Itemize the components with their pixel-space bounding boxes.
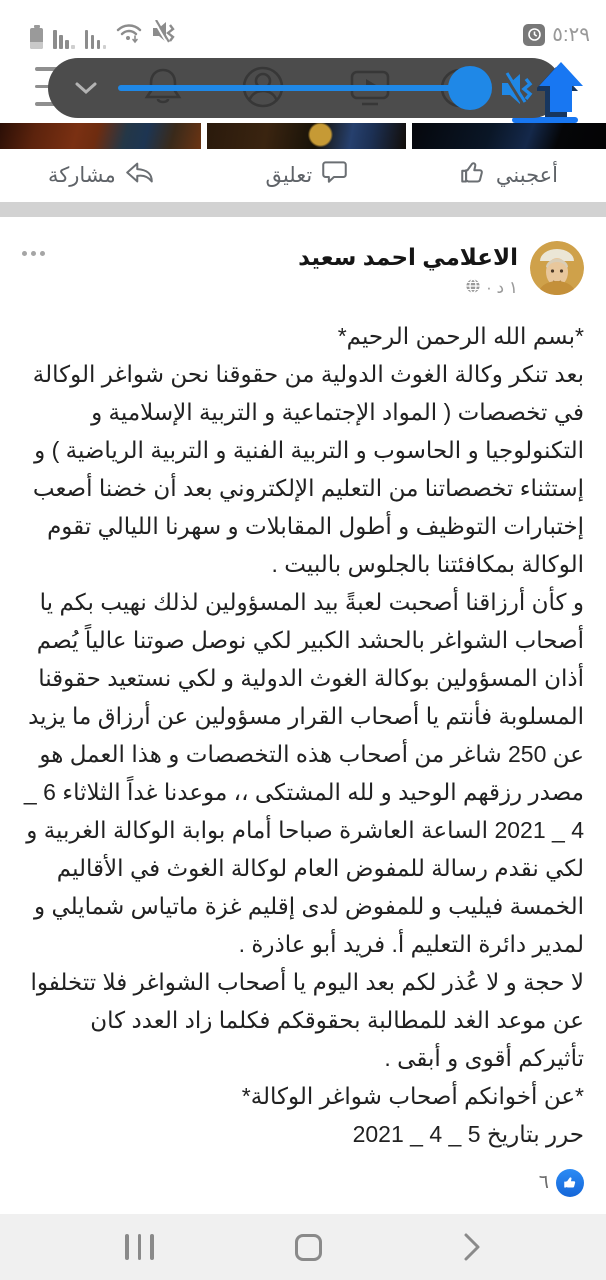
- post-paragraph: بعد تنكر وكالة الغوث الدولية من حقوقنا نحن شواغر الوكالة في تخصصات ( المواد الإجتماعية و التربية الإسلامية و التكنولوجيا و الحاسوب و التربية الفنية و التربية الرياضية ) و إستثناء تخصصاتنا من التعليم الإلكتروني بعد أن خضنا أصعب إختبارات التوظيف و أطول المقابلات و سهرنا الليالي تقوم الوكالة بمكافئتنا بالجلوس بالبيت .: [32, 360, 584, 577]
- video-thumbnail-strip: [0, 123, 606, 149]
- post-paragraph: *عن أخوانكم أصحاب شواغر الوكالة*: [241, 1082, 584, 1109]
- signal-icon: [53, 30, 75, 49]
- comment-bubble-icon: [321, 159, 348, 192]
- back-button[interactable]: [463, 1232, 481, 1262]
- alarm-clock-icon: [523, 24, 545, 46]
- wifi-icon: [116, 22, 142, 49]
- post-time: ١ د ·: [486, 278, 518, 298]
- home-icon: [295, 1234, 322, 1261]
- section-divider: [0, 202, 606, 217]
- post-action-bar: [0, 149, 606, 202]
- share-button[interactable]: [48, 159, 154, 192]
- like-button[interactable]: [460, 159, 558, 192]
- post-paragraph: لا حجة و لا عُذر لكم بعد اليوم يا أصحاب الشواغر فلا تتخلفوا عن موعد الغد للمطالبة بحقوقكم فكلما زاد العدد كان تأثيركم أقوى و أبقى .: [30, 968, 584, 1071]
- reactions-summary[interactable]: [22, 1169, 584, 1197]
- author-name[interactable]: الاعلامي احمد سعيد: [298, 244, 518, 270]
- like-reaction-badge: [556, 1169, 584, 1197]
- android-nav-bar: [0, 1214, 606, 1280]
- thumbs-up-icon: [460, 159, 487, 192]
- status-bar: [0, 0, 606, 55]
- video-thumbnail[interactable]: [207, 123, 406, 149]
- signal-icon: [85, 30, 107, 49]
- like-count: ٦: [538, 1172, 549, 1194]
- post-text: [22, 317, 584, 1153]
- volume-slider-track[interactable]: [118, 85, 470, 91]
- avatar[interactable]: [530, 241, 584, 295]
- volume-muted-icon[interactable]: [500, 70, 538, 113]
- mute-vibrate-icon: [152, 20, 178, 49]
- comment-button[interactable]: [265, 159, 348, 192]
- post: [0, 217, 606, 1214]
- video-thumbnail[interactable]: [412, 123, 606, 149]
- home-button[interactable]: [295, 1234, 322, 1261]
- recents-button[interactable]: [125, 1234, 154, 1260]
- post-paragraph: و كأن أرزاقنا أصحبت لعبةً بيد المسؤولين لذلك نهيب بكم يا أصحاب الشواغر بالحشد الكبير لكي نوصل صوتنا عالياً يُصم أذان المسؤولين بوكالة الغوث الدولية و لكي نستعيد حقوقنا المسلوبة فأنتم يا أصحاب القرار مسؤولين عن أرزاق ما يزيد عن 250 شاغر من أصحاب هذه التخصصات و هذا العمل هو مصدر رزقهم الوحيد و لله المشتكى ،، موعدنا غداً الثلاثاء 6 _ 4 _ 2021 الساعة العاشرة صباحا أمام بوابة الوكالة الغربية و لكي نقدم رسالة للمفوض العام لوكالة الغوث في الأقاليم الخمسة فيليب و للمفوض لدى إقليم غزة ماتياس شمايلي و لمدير دائرة التعليم أ. فريد أبو عاذرة .: [23, 588, 584, 957]
- like-button-label: أعجبني: [495, 164, 558, 187]
- status-time: ٥:٢٩: [552, 24, 590, 46]
- post-options-button[interactable]: [22, 241, 45, 256]
- share-arrow-icon[interactable]: [537, 60, 589, 123]
- battery-icon: [30, 28, 43, 49]
- back-chevron-icon: [463, 1232, 481, 1262]
- post-header: [22, 241, 584, 299]
- share-button-label: مشاركة: [48, 164, 116, 187]
- share-arrow-outline-icon: [125, 159, 154, 192]
- globe-icon: [465, 278, 481, 299]
- post-paragraph: حرر بتاريخ 5 _ 4 _ 2021: [352, 1120, 584, 1147]
- chevron-down-icon[interactable]: [72, 75, 100, 106]
- post-meta: [298, 278, 518, 299]
- post-paragraph: *بسم الله الرحمن الرحيم*: [337, 322, 584, 349]
- video-thumbnail[interactable]: [0, 123, 201, 149]
- comment-button-label: تعليق: [265, 164, 313, 187]
- volume-slider-thumb[interactable]: [448, 66, 492, 110]
